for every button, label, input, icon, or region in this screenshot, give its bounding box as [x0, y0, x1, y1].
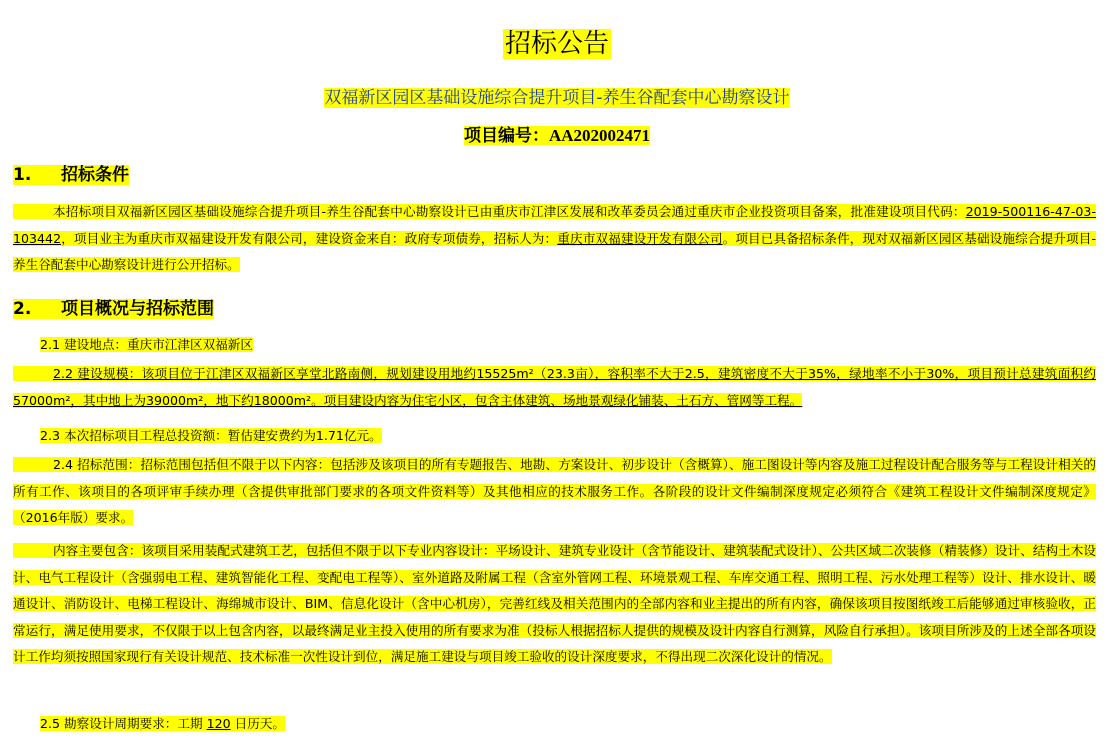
section-1-text-b: ，项目业主为重庆市双福建设开发有限公司，建设资金来自：政府专项债券，招标人为：: [61, 230, 558, 246]
item-2-1: [40, 333, 253, 357]
project-code: 2019-500116-47-03-103442: [13, 204, 1096, 246]
item-2-2-text: 2.2 建设规模：该项目位于江津区双福新区享堂北路南侧，规划建设用地约15525m²（23.3亩），容积率不大于2.5，建筑密度不大于35%，绿地率不小于30%，项目预计总建筑面积约57000m²，其中地上为39000m²，地下约18000m²。项目建设内容为住宅小区，包含主体建筑、场地景观绿化铺装、土石方、管网等工程。: [13, 366, 1096, 408]
item-2-5-days: 120: [203, 716, 235, 731]
subtitle-block: [0, 86, 1114, 110]
document-title: 招标公告: [504, 29, 609, 59]
section-2-title: 项目概况与招标范围: [61, 299, 214, 319]
section-1-text-a: 本招标项目双福新区园区基础设施综合提升项目-养生谷配套中心勘察设计已由重庆市江津区发展和改革委员会通过重庆市企业投资项目备案，批准建设项目代码：: [13, 204, 966, 219]
item-2-1-text: 2.1 建设地点：重庆市江津区双福新区: [40, 337, 253, 352]
item-2-5-text-b: 日历天。: [234, 716, 285, 731]
section-1-paragraph: [13, 199, 1096, 279]
title-block: [0, 25, 1114, 63]
project-name: 双福新区园区基础设施综合提升项目-养生谷配套中心勘察设计: [324, 88, 790, 108]
content-main-text: 内容主要包含：该项目采用装配式建筑工艺，包括但不限于以下专业内容设计：平场设计、建筑专业设计（含节能设计、建筑装配式设计）、公共区域二次装修（精装修）设计、结构土木设计、电气工程设计（含强弱电工程、建筑智能化工程、变配电工程等）、室外道路及附属工程（含室外管网工程、环境景观工程、车库交通工程、照明工程、污水处理工程等）设计、排水设计、暖通设计、消防设计、电梯工程设计、海绵城市设计、BIM、信息化设计（含中心机房），完善红线及相关范围内的全部内容和业主提出的所有内容，确保该项目按图纸竣工后能够通过审核验收，正常运行，满足使用要求，不仅限于以上包含内容，以最终满足业主投入使用的所有要求为准（投标人根据招标人提供的规模及设计内容自行测算，风险自行承担）。该项目所涉及的上述全部各项设计工作均须按照国家现行有关设计规范、技术标准一次性设计到位，满足施工建设与项目竣工验收的设计深度要求，不得出现二次深化设计的情况。: [13, 543, 1096, 664]
tenderer-name: 重庆市双福建设开发有限公司: [557, 230, 723, 246]
item-2-4: [13, 452, 1096, 532]
item-2-5-text-a: 2.5 勘察设计周期要求：工期: [40, 716, 203, 731]
item-2-4-text: 2.4 招标范围：招标范围包括但不限于以下内容：包括涉及该项目的所有专题报告、地勘、方案设计、初步设计（含概算）、施工图设计等内容及施工过程设计配合服务等与工程设计相关的所有工作、该项目的各项评审手续办理（含提供审批部门要求的各项文件资料等）及其他相应的技术服务工作。各阶段的设计文件编制深度规定必须符合《建筑工程设计文件编制深度规定》（2016年版）要求。: [13, 457, 1096, 525]
item-2-5: [40, 712, 285, 736]
section-1-number: 1.: [13, 165, 32, 185]
section-1-title: 招标条件: [61, 165, 129, 185]
project-number: 项目编号：AA202002471: [463, 126, 651, 145]
item-2-2: [13, 361, 1096, 414]
section-2-heading: [13, 297, 214, 321]
project-number-block: [0, 124, 1114, 148]
item-2-3-text: 2.3 本次招标项目工程总投资额：暂估建安费约为1.71亿元。: [40, 428, 382, 443]
item-2-3: [40, 424, 382, 448]
section-2-number: 2.: [13, 299, 32, 319]
section-1-heading: [13, 163, 129, 187]
content-main: [13, 538, 1096, 671]
section-1-text-c: 。项目已具备招标条件，现对双福新区园区基础设施综合提升项目-养生谷配套中心勘察设计进行公开招标。: [13, 230, 1097, 272]
